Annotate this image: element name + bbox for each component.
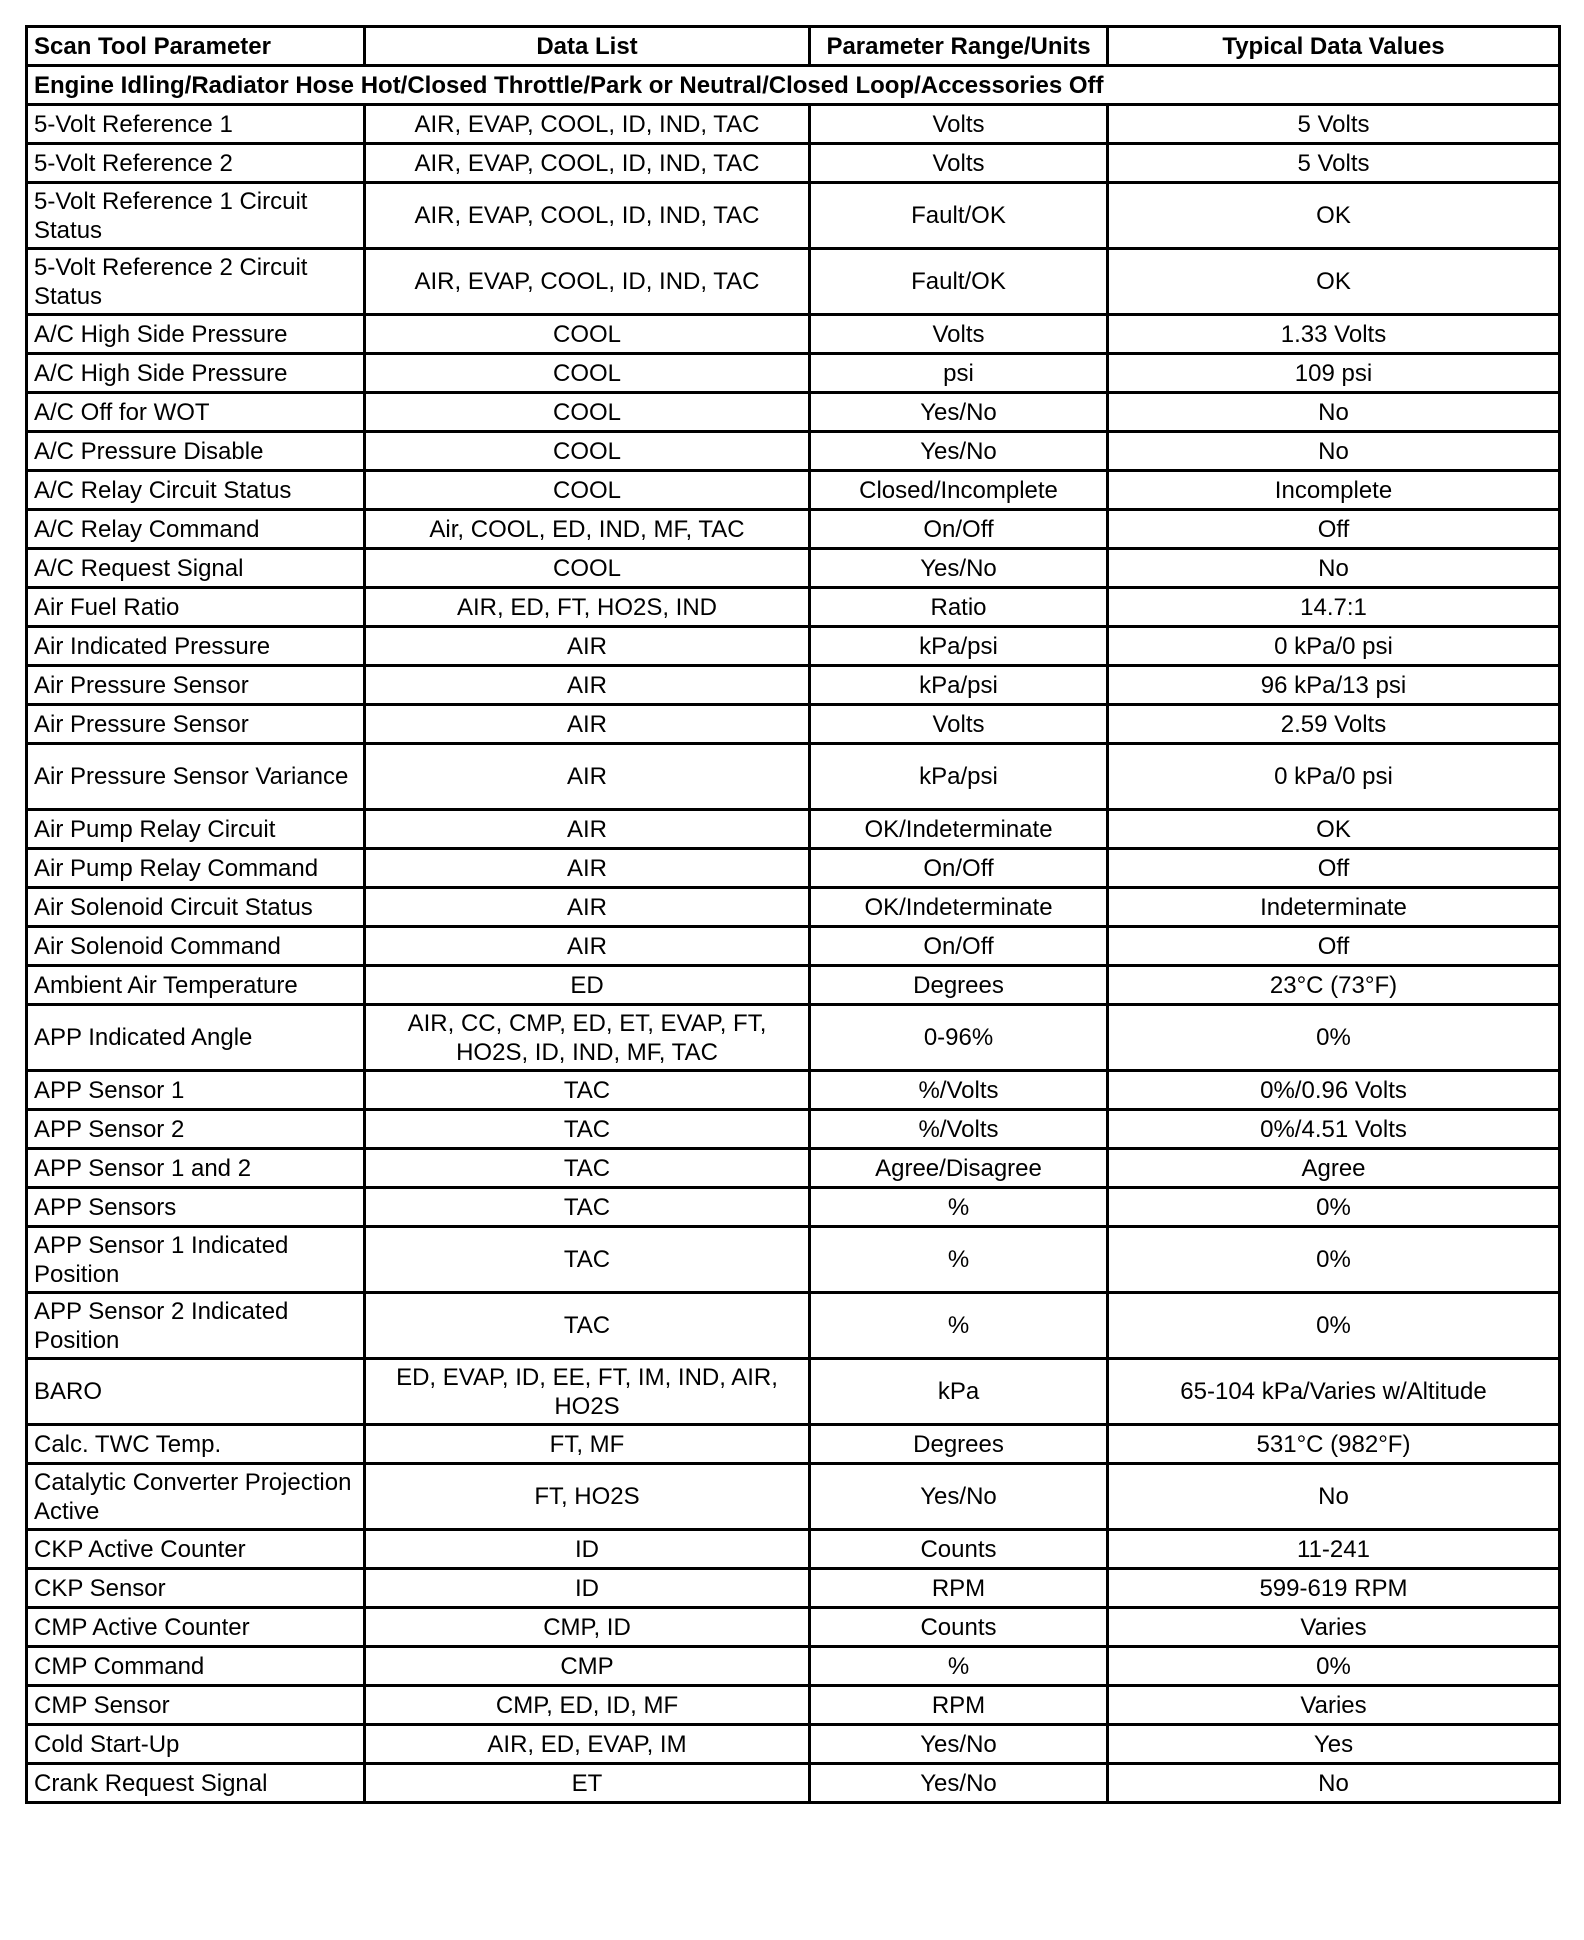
cell-parameter: Air Solenoid Circuit Status	[27, 888, 365, 927]
cell-range-units: kPa/psi	[810, 627, 1108, 666]
table-row	[27, 1149, 1560, 1188]
cell-data-list: TAC	[365, 1071, 810, 1110]
cell-data-list: COOL	[365, 393, 810, 432]
cell-typical-value: 5 Volts	[1108, 144, 1560, 183]
table-row	[27, 588, 1560, 627]
cell-parameter: A/C Off for WOT	[27, 393, 365, 432]
table-row	[27, 1110, 1560, 1149]
cell-typical-value: 11-241	[1108, 1530, 1560, 1569]
cell-data-list: AIR	[365, 810, 810, 849]
section-title: Engine Idling/Radiator Hose Hot/Closed Throttle/Park or Neutral/Closed Loop/Accessories Off	[27, 66, 1560, 105]
cell-parameter: Crank Request Signal	[27, 1764, 365, 1803]
cell-parameter: APP Sensors	[27, 1188, 365, 1227]
cell-data-list: TAC	[365, 1188, 810, 1227]
table-row	[27, 393, 1560, 432]
cell-range-units: Counts	[810, 1608, 1108, 1647]
cell-typical-value: Varies	[1108, 1608, 1560, 1647]
cell-typical-value: Off	[1108, 849, 1560, 888]
header-typical-data-values: Typical Data Values	[1108, 27, 1560, 66]
cell-data-list: AIR	[365, 705, 810, 744]
cell-range-units: Degrees	[810, 966, 1108, 1005]
cell-range-units: Yes/No	[810, 549, 1108, 588]
cell-range-units: RPM	[810, 1686, 1108, 1725]
cell-range-units: Fault/OK	[810, 249, 1108, 315]
cell-data-list: AIR	[365, 927, 810, 966]
cell-data-list: AIR, ED, EVAP, IM	[365, 1725, 810, 1764]
cell-parameter: Catalytic Converter Projection Active	[27, 1464, 365, 1530]
cell-typical-value: Varies	[1108, 1686, 1560, 1725]
cell-typical-value: 0 kPa/0 psi	[1108, 744, 1560, 810]
cell-typical-value: Agree	[1108, 1149, 1560, 1188]
cell-data-list: TAC	[365, 1293, 810, 1359]
table-row	[27, 666, 1560, 705]
table-row	[27, 183, 1560, 249]
table-row	[27, 1686, 1560, 1725]
cell-range-units: %/Volts	[810, 1071, 1108, 1110]
cell-data-list: COOL	[365, 471, 810, 510]
cell-typical-value: Yes	[1108, 1725, 1560, 1764]
cell-typical-value: Incomplete	[1108, 471, 1560, 510]
cell-range-units: 0-96%	[810, 1005, 1108, 1071]
table-row	[27, 354, 1560, 393]
table-row	[27, 744, 1560, 810]
table-row	[27, 966, 1560, 1005]
cell-data-list: COOL	[365, 315, 810, 354]
cell-range-units: Volts	[810, 144, 1108, 183]
table-row	[27, 105, 1560, 144]
table-row	[27, 627, 1560, 666]
cell-typical-value: 5 Volts	[1108, 105, 1560, 144]
cell-typical-value: Off	[1108, 927, 1560, 966]
cell-data-list: ID	[365, 1530, 810, 1569]
cell-parameter: APP Sensor 1 Indicated Position	[27, 1227, 365, 1293]
cell-typical-value: 599-619 RPM	[1108, 1569, 1560, 1608]
cell-data-list: ET	[365, 1764, 810, 1803]
cell-typical-value: 0%	[1108, 1293, 1560, 1359]
cell-data-list: ED	[365, 966, 810, 1005]
cell-range-units: %	[810, 1647, 1108, 1686]
cell-parameter: A/C Request Signal	[27, 549, 365, 588]
cell-typical-value: No	[1108, 1464, 1560, 1530]
table-row	[27, 1608, 1560, 1647]
cell-typical-value: 0%/0.96 Volts	[1108, 1071, 1560, 1110]
scan-tool-data-table	[25, 25, 1561, 1804]
cell-typical-value: 0%	[1108, 1188, 1560, 1227]
cell-range-units: kPa	[810, 1359, 1108, 1425]
cell-parameter: 5-Volt Reference 2 Circuit Status	[27, 249, 365, 315]
cell-typical-value: No	[1108, 432, 1560, 471]
cell-data-list: AIR, EVAP, COOL, ID, IND, TAC	[365, 144, 810, 183]
cell-data-list: CMP, ED, ID, MF	[365, 1686, 810, 1725]
header-row	[27, 27, 1560, 66]
table-row	[27, 1188, 1560, 1227]
cell-parameter: A/C Pressure Disable	[27, 432, 365, 471]
cell-parameter: Air Pressure Sensor	[27, 666, 365, 705]
cell-range-units: Degrees	[810, 1425, 1108, 1464]
cell-typical-value: 96 kPa/13 psi	[1108, 666, 1560, 705]
table-row	[27, 705, 1560, 744]
cell-data-list: AIR, EVAP, COOL, ID, IND, TAC	[365, 183, 810, 249]
cell-range-units: Volts	[810, 315, 1108, 354]
cell-data-list: Air, COOL, ED, IND, MF, TAC	[365, 510, 810, 549]
cell-data-list: AIR, EVAP, COOL, ID, IND, TAC	[365, 105, 810, 144]
table-row	[27, 1530, 1560, 1569]
table-row	[27, 1071, 1560, 1110]
cell-data-list: FT, HO2S	[365, 1464, 810, 1530]
cell-typical-value: Off	[1108, 510, 1560, 549]
cell-data-list: AIR	[365, 627, 810, 666]
cell-parameter: Cold Start-Up	[27, 1725, 365, 1764]
table-row	[27, 1425, 1560, 1464]
cell-parameter: Ambient Air Temperature	[27, 966, 365, 1005]
cell-typical-value: 65-104 kPa/Varies w/Altitude	[1108, 1359, 1560, 1425]
cell-data-list: CMP	[365, 1647, 810, 1686]
cell-parameter: CKP Sensor	[27, 1569, 365, 1608]
cell-range-units: Yes/No	[810, 1725, 1108, 1764]
cell-parameter: APP Sensor 1 and 2	[27, 1149, 365, 1188]
cell-parameter: APP Sensor 2 Indicated Position	[27, 1293, 365, 1359]
cell-range-units: On/Off	[810, 849, 1108, 888]
cell-range-units: Closed/Incomplete	[810, 471, 1108, 510]
cell-typical-value: Indeterminate	[1108, 888, 1560, 927]
cell-range-units: %	[810, 1227, 1108, 1293]
table-row	[27, 1725, 1560, 1764]
cell-typical-value: 0%	[1108, 1005, 1560, 1071]
cell-typical-value: 2.59 Volts	[1108, 705, 1560, 744]
table-row	[27, 1293, 1560, 1359]
cell-parameter: A/C Relay Circuit Status	[27, 471, 365, 510]
cell-parameter: CKP Active Counter	[27, 1530, 365, 1569]
cell-range-units: Volts	[810, 105, 1108, 144]
cell-parameter: A/C High Side Pressure	[27, 315, 365, 354]
cell-data-list: COOL	[365, 432, 810, 471]
cell-range-units: Yes/No	[810, 393, 1108, 432]
table-row	[27, 1005, 1560, 1071]
cell-range-units: %	[810, 1293, 1108, 1359]
cell-data-list: ID	[365, 1569, 810, 1608]
header-parameter-range-units: Parameter Range/Units	[810, 27, 1108, 66]
table-row	[27, 471, 1560, 510]
cell-parameter: 5-Volt Reference 2	[27, 144, 365, 183]
table-row	[27, 510, 1560, 549]
cell-data-list: AIR, EVAP, COOL, ID, IND, TAC	[365, 249, 810, 315]
cell-parameter: APP Indicated Angle	[27, 1005, 365, 1071]
cell-parameter: Air Pump Relay Command	[27, 849, 365, 888]
header-data-list: Data List	[365, 27, 810, 66]
cell-range-units: Yes/No	[810, 432, 1108, 471]
cell-data-list: TAC	[365, 1110, 810, 1149]
cell-data-list: AIR, ED, FT, HO2S, IND	[365, 588, 810, 627]
cell-typical-value: 14.7:1	[1108, 588, 1560, 627]
cell-range-units: %/Volts	[810, 1110, 1108, 1149]
table-row	[27, 888, 1560, 927]
cell-typical-value: No	[1108, 549, 1560, 588]
cell-parameter: CMP Sensor	[27, 1686, 365, 1725]
cell-range-units: OK/Indeterminate	[810, 810, 1108, 849]
cell-parameter: Air Pump Relay Circuit	[27, 810, 365, 849]
cell-data-list: TAC	[365, 1149, 810, 1188]
table-row	[27, 1464, 1560, 1530]
table-row	[27, 1569, 1560, 1608]
cell-range-units: Agree/Disagree	[810, 1149, 1108, 1188]
cell-range-units: Ratio	[810, 588, 1108, 627]
table-row	[27, 549, 1560, 588]
cell-parameter: Air Indicated Pressure	[27, 627, 365, 666]
table-row	[27, 315, 1560, 354]
table-row	[27, 144, 1560, 183]
cell-parameter: A/C Relay Command	[27, 510, 365, 549]
table-row	[27, 849, 1560, 888]
table-row	[27, 1764, 1560, 1803]
cell-range-units: OK/Indeterminate	[810, 888, 1108, 927]
cell-data-list: AIR, CC, CMP, ED, ET, EVAP, FT, HO2S, ID, IND, MF, TAC	[365, 1005, 810, 1071]
cell-data-list: AIR	[365, 849, 810, 888]
cell-range-units: kPa/psi	[810, 744, 1108, 810]
cell-range-units: kPa/psi	[810, 666, 1108, 705]
table-header	[27, 27, 1560, 66]
cell-parameter: CMP Command	[27, 1647, 365, 1686]
cell-data-list: AIR	[365, 744, 810, 810]
cell-typical-value: 1.33 Volts	[1108, 315, 1560, 354]
cell-typical-value: OK	[1108, 183, 1560, 249]
cell-parameter: APP Sensor 2	[27, 1110, 365, 1149]
cell-parameter: 5-Volt Reference 1	[27, 105, 365, 144]
cell-parameter: Calc. TWC Temp.	[27, 1425, 365, 1464]
cell-data-list: COOL	[365, 549, 810, 588]
cell-parameter: BARO	[27, 1359, 365, 1425]
cell-data-list: COOL	[365, 354, 810, 393]
cell-typical-value: 531°C (982°F)	[1108, 1425, 1560, 1464]
cell-data-list: ED, EVAP, ID, EE, FT, IM, IND, AIR, HO2S	[365, 1359, 810, 1425]
cell-data-list: FT, MF	[365, 1425, 810, 1464]
cell-parameter: Air Fuel Ratio	[27, 588, 365, 627]
cell-range-units: Fault/OK	[810, 183, 1108, 249]
cell-range-units: Counts	[810, 1530, 1108, 1569]
table-row	[27, 927, 1560, 966]
cell-data-list: AIR	[365, 666, 810, 705]
table-row	[27, 1227, 1560, 1293]
table-row	[27, 1359, 1560, 1425]
cell-parameter: APP Sensor 1	[27, 1071, 365, 1110]
table-row	[27, 1647, 1560, 1686]
cell-range-units: %	[810, 1188, 1108, 1227]
cell-typical-value: OK	[1108, 249, 1560, 315]
cell-range-units: Volts	[810, 705, 1108, 744]
table-row	[27, 432, 1560, 471]
table-body	[27, 66, 1560, 1803]
cell-parameter: Air Pressure Sensor	[27, 705, 365, 744]
table-row	[27, 810, 1560, 849]
cell-typical-value: 0 kPa/0 psi	[1108, 627, 1560, 666]
cell-range-units: On/Off	[810, 927, 1108, 966]
cell-data-list: CMP, ID	[365, 1608, 810, 1647]
cell-typical-value: 109 psi	[1108, 354, 1560, 393]
cell-typical-value: 0%	[1108, 1647, 1560, 1686]
cell-range-units: psi	[810, 354, 1108, 393]
cell-parameter: Air Pressure Sensor Variance	[27, 744, 365, 810]
cell-typical-value: 0%	[1108, 1227, 1560, 1293]
section-row	[27, 66, 1560, 105]
cell-data-list: AIR	[365, 888, 810, 927]
cell-range-units: Yes/No	[810, 1764, 1108, 1803]
cell-parameter: CMP Active Counter	[27, 1608, 365, 1647]
cell-parameter: 5-Volt Reference 1 Circuit Status	[27, 183, 365, 249]
cell-range-units: Yes/No	[810, 1464, 1108, 1530]
cell-parameter: Air Solenoid Command	[27, 927, 365, 966]
table-row	[27, 249, 1560, 315]
cell-range-units: RPM	[810, 1569, 1108, 1608]
cell-typical-value: 23°C (73°F)	[1108, 966, 1560, 1005]
cell-typical-value: No	[1108, 393, 1560, 432]
cell-data-list: TAC	[365, 1227, 810, 1293]
cell-typical-value: 0%/4.51 Volts	[1108, 1110, 1560, 1149]
header-scan-tool-parameter: Scan Tool Parameter	[27, 27, 365, 66]
cell-typical-value: No	[1108, 1764, 1560, 1803]
cell-range-units: On/Off	[810, 510, 1108, 549]
cell-parameter: A/C High Side Pressure	[27, 354, 365, 393]
cell-typical-value: OK	[1108, 810, 1560, 849]
